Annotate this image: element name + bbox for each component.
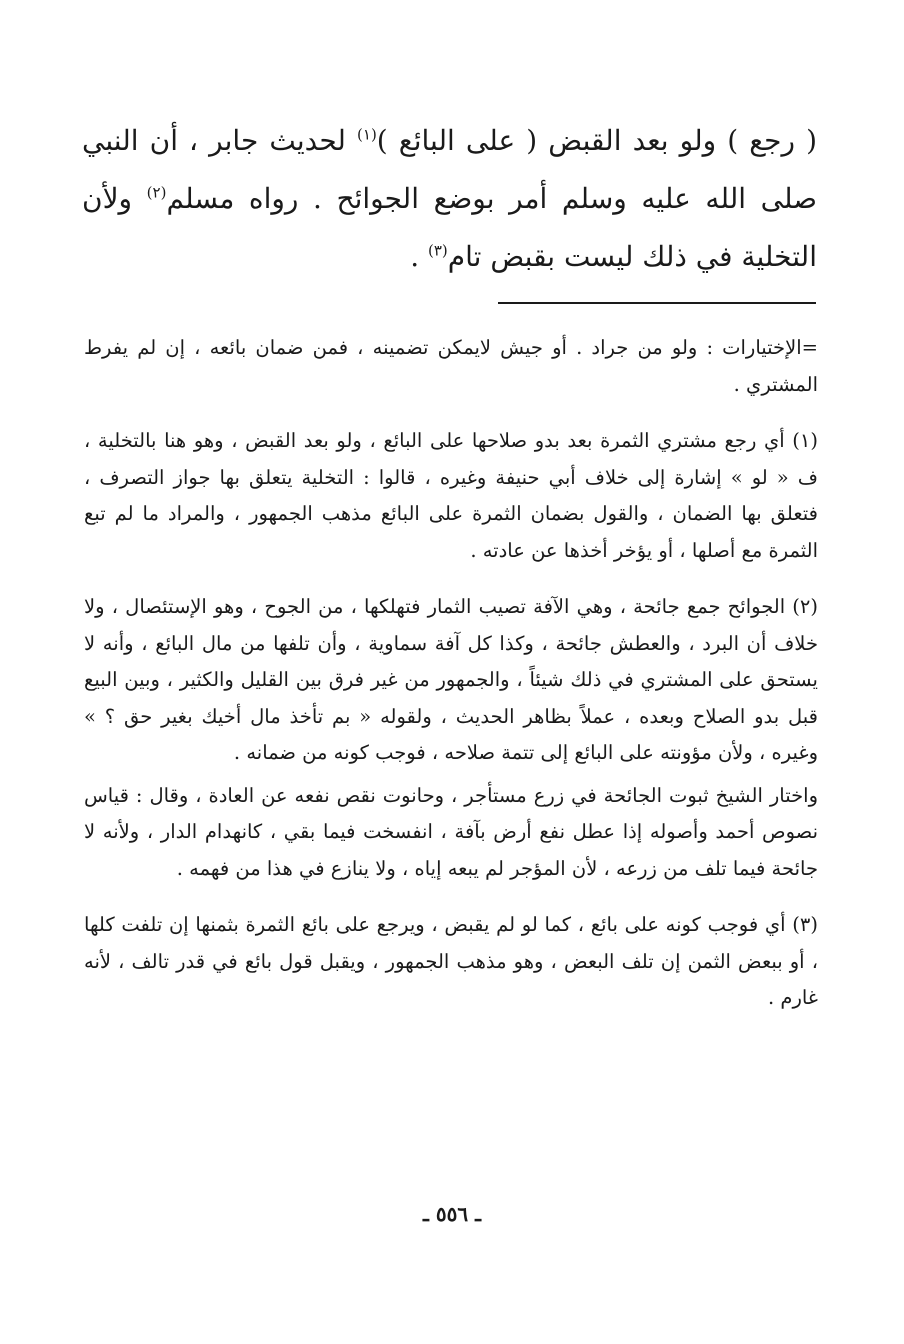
main-text xyxy=(82,112,817,286)
main-text-part-2: لحديث جابر ، أن النبي صلى الله عليه وسلم أمر بوضع الجوائح . رواه مسلم xyxy=(82,124,818,215)
footnote-3: (٣) أي فوجب كونه على بائع ، كما لو لم يقبض ، ويرجع على بائع الثمرة بثمنها إن تلفت كلها ، أو ببعض الثمن إن تلف البعض ، وهو مذهب الجمهور ، ويقبل قول بائع في قدر تالف ، لأنه غارم . xyxy=(84,913,818,1009)
footnote-continuation: =الإختيارات : ولو من جراد . أو جيش لايمكن تضمينه ، فمن ضمان بائعه ، إن لم يفرط المشتري . xyxy=(84,336,818,396)
footnote-ref-1: (١) xyxy=(357,125,377,144)
footnote-1: (١) أي رجع مشتري الثمرة بعد بدو صلاحها على البائع ، ولو بعد القبض ، وهو هنا بالتخلية ، ف « لو » إشارة إلى خلاف أبي حنيفة وغيره ، قالوا : التخلية يتعلق بها جواز التصرف ، فتعلق بها الضمان ، والقول بضمان الثمرة على البائع مذهب الجمهور ، والمراد ما لم تبع الثمرة مع أصلها ، أو يؤخر أخذها عن عادته . xyxy=(84,429,818,562)
footnote-2-continued: واختار الشيخ ثبوت الجائحة في زرع مستأجر ، وحانوت نقص نفعه عن العادة ، وقال : قياس نصوص أحمد وأصوله إذا عطل نفع أرض بآفة ، انفسخت فيما بقي ، كانهدام الدار ، ولأنه لا جائحة فيما تلف من زرعه ، لأن المؤجر لم يبعه إياه ، ولا ينازع في هذا من فهمه . xyxy=(84,783,818,880)
footnote-2: (٢) الجوائح جمع جائحة ، وهي الآفة تصيب الثمار فتهلكها ، من الجوح ، وهو الإستئصال ، ولا خلاف أن البرد ، والعطش جائحة ، وكذا كل آفة سماوية ، وأن تلفها من مال البائع ، وأنه لا يستحق على المشتري في ذلك شيئاً ، والجمهور من غير فرق بين القليل والكثير ، وبين البيع قبل بدو الصلاح وبعده ، عملاً بظاهر الحديث ، ولقوله « بم تأخذ مال أخيك بغير حق ؟ » وغيره ، ولأن مؤونته على البائع إلى تتمة صلاحه ، فوجب كونه من ضمانه . xyxy=(84,595,818,764)
main-text-part-4: . xyxy=(410,240,428,273)
footnote-ref-3: (٣) xyxy=(428,241,448,260)
footnotes-section xyxy=(84,330,818,1037)
main-text-part-3: ولأن التخلية في ذلك ليست بقبض تام xyxy=(82,182,817,273)
footnote-ref-2: (٢) xyxy=(146,183,167,202)
footnote-separator xyxy=(498,302,816,304)
page-number: ـ ٥٥٦ ـ xyxy=(423,1202,481,1226)
main-text-part-1: ( رجع ) ولو بعد القبض ( على البائع ) xyxy=(376,124,817,157)
